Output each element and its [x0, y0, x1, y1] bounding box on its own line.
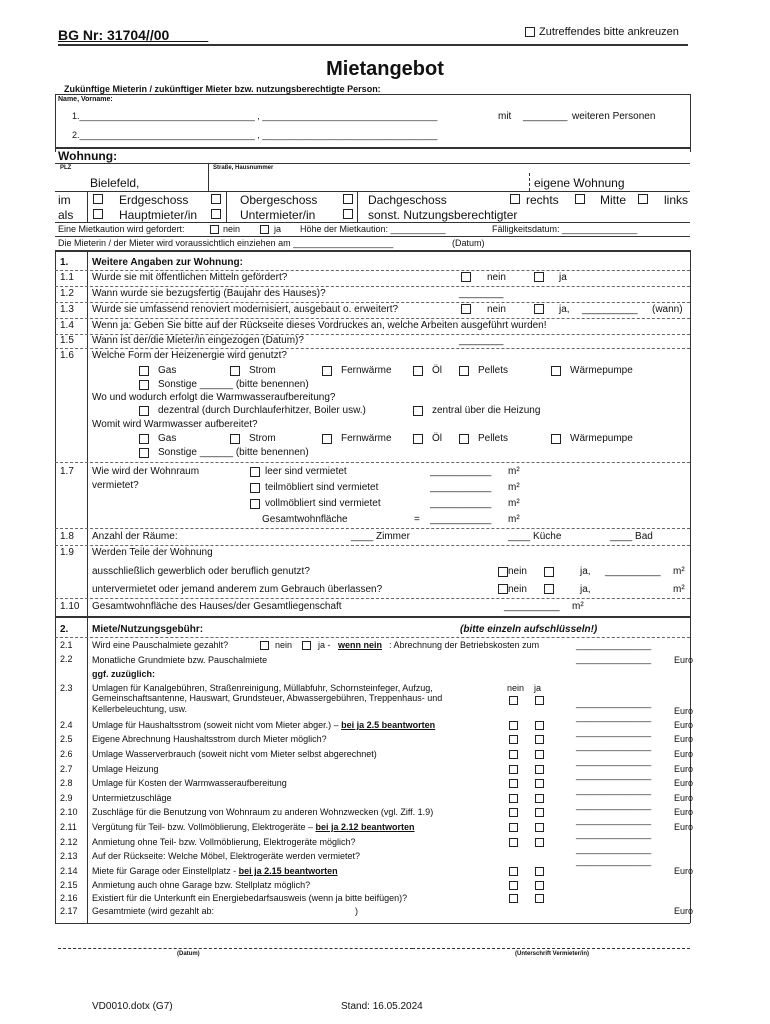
hauptmieter-checkbox[interactable]: [93, 209, 103, 219]
heating-waermepumpe-checkbox[interactable]: [551, 366, 561, 376]
item-yes-checkbox[interactable]: [535, 735, 544, 744]
q13-when-label: (wann): [652, 304, 683, 315]
item-text: Umlage Heizung: [92, 764, 159, 774]
item-text: Anmietung ohne Teil- bzw. Vollmöblierung, Elektrogeräte möglich?: [92, 837, 356, 847]
signature-sign-label: (Unterschrift Vermieter/in): [515, 951, 590, 957]
item-amount-field[interactable]: _______________: [576, 856, 652, 866]
deposit-no-checkbox[interactable]: [210, 225, 219, 234]
q21-yes-label: ja -: [318, 640, 331, 650]
item-euro: Euro: [674, 749, 694, 759]
further-persons-label: weiteren Personen: [572, 111, 656, 122]
hw-pellets-checkbox[interactable]: [459, 434, 469, 444]
q23-euro: Euro: [674, 706, 694, 716]
q11-no-checkbox[interactable]: [461, 272, 471, 282]
item-yes-checkbox[interactable]: [535, 721, 544, 730]
hw-strom-label: Strom: [249, 433, 276, 444]
item-no-checkbox[interactable]: [509, 823, 518, 832]
q19-number: 1.9: [60, 547, 74, 558]
date-signature-line[interactable]: [58, 948, 413, 949]
deposit-label: Eine Mietkaution wird gefordert:: [58, 224, 185, 234]
hw-fernwaerme-checkbox[interactable]: [322, 434, 332, 444]
q15-number: 1.5: [60, 335, 74, 346]
move-in-field[interactable]: Die Mieterin / der Mieter wird voraussichtlich einziehen am ____________________: [58, 238, 394, 248]
item-amount-field[interactable]: _______________: [576, 712, 652, 722]
item-no-checkbox[interactable]: [509, 735, 518, 744]
item-amount-field[interactable]: _______________: [576, 756, 652, 766]
q18-text: Anzahl der Räume:: [92, 531, 178, 542]
item-no-checkbox[interactable]: [509, 794, 518, 803]
q110-area-field[interactable]: __________: [504, 601, 560, 612]
q19-text: Werden Teile der Wohnung: [92, 547, 213, 558]
q11-yes-checkbox[interactable]: [534, 272, 544, 282]
signature-date-label: (Datum): [177, 951, 200, 957]
q23-line-2: Gemeinschaftsantenne, Hauswart, Grundsteuer, Abwassergebühren, Treppenhaus- und: [92, 693, 443, 703]
q19a-yes-checkbox[interactable]: [544, 567, 554, 577]
q19b-text: untervermietet oder jemand anderem zum Gebrauch überlassen?: [92, 584, 383, 595]
hw-oel-checkbox[interactable]: [413, 434, 423, 444]
footer-stand-date: Stand: 16.05.2024: [341, 1001, 423, 1012]
item-number: 2.9: [60, 793, 73, 803]
q19a-area-field[interactable]: __________: [605, 566, 661, 577]
rechts-checkbox[interactable]: [510, 194, 520, 204]
tenant-row-2[interactable]: 2.___________________________________ , ___________________________________: [72, 130, 438, 140]
item-yes-checkbox[interactable]: [535, 881, 544, 890]
item-number: 2.7: [60, 764, 73, 774]
obergeschoss-label: Obergeschoss: [240, 193, 318, 207]
item-amount-field[interactable]: _______________: [576, 727, 652, 737]
q13-no-checkbox[interactable]: [461, 304, 471, 314]
heating-gas-label: Gas: [158, 365, 177, 376]
als-label: als: [58, 208, 74, 222]
q19a-text: ausschließlich gewerblich oder beruflich genutzt?: [92, 566, 310, 577]
landlord-signature-line[interactable]: [412, 948, 690, 949]
total-area-label: Gesamtwohnfläche: [262, 514, 348, 525]
item-text: Gesamtmiete (wird gezahlt ab:: [92, 906, 215, 916]
q19b-no-checkbox[interactable]: [498, 584, 508, 594]
q13-when-field[interactable]: __________: [582, 304, 638, 315]
q17-number: 1.7: [60, 466, 74, 477]
deposit-no-label: nein: [223, 224, 241, 234]
hot-water-question: Wo und wodurch erfolgt die Warmwasseraufbereitung?: [92, 392, 336, 403]
item-number: 2.8: [60, 778, 73, 788]
q22-amount-field[interactable]: _______________: [576, 654, 652, 664]
item-euro: Euro: [674, 807, 694, 817]
q21-no-label: nein: [275, 640, 293, 650]
item-no-checkbox[interactable]: [509, 779, 518, 788]
extra-label: ggf. zuzüglich:: [92, 669, 155, 679]
hw-oel-label: Öl: [432, 433, 442, 444]
item-number: 2.17: [60, 906, 78, 916]
q19b-yes-checkbox[interactable]: [544, 584, 554, 594]
rent-empty-unit: m²: [508, 466, 520, 477]
street-label: Straße, Hausnummer: [213, 165, 274, 171]
total-area-equals: =: [414, 514, 420, 525]
rent-partly-unit: m²: [508, 482, 520, 493]
column-yes-header: ja: [534, 683, 542, 693]
footer-doc-id: VD0010.dotx (G7): [92, 1001, 173, 1012]
q19b-yes-label: ja,: [580, 584, 591, 595]
q16-text: Welche Form der Heizenergie wird genutzt?: [92, 350, 287, 361]
hauptmieter-label: Hauptmieter/in: [119, 208, 198, 222]
heating-strom-checkbox[interactable]: [230, 366, 240, 376]
q17-text-line2: vermietet?: [92, 480, 139, 491]
q22-number: 2.2: [60, 654, 73, 664]
item-no-checkbox[interactable]: [509, 765, 518, 774]
hw-strom-checkbox[interactable]: [230, 434, 240, 444]
item-text: Untermietzuschläge: [92, 793, 172, 803]
item-yes-checkbox[interactable]: [535, 750, 544, 759]
item-amount-field[interactable]: _______________: [576, 741, 652, 751]
mitte-checkbox[interactable]: [575, 194, 585, 204]
q21-if-no: wenn nein: [338, 640, 383, 650]
section-2-number: 2.: [60, 624, 69, 635]
q15-field[interactable]: ________: [459, 335, 504, 346]
q11-no-label: nein: [487, 272, 506, 283]
deposit-yes-checkbox[interactable]: [260, 225, 269, 234]
hw-other-checkbox[interactable]: [139, 448, 149, 458]
dachgeschoss-checkbox[interactable]: [343, 194, 353, 204]
item-amount-field[interactable]: _______________: [576, 785, 652, 795]
item-number: 2.5: [60, 734, 73, 744]
cross-hint-checkbox-icon: [525, 27, 535, 37]
item-number: 2.16: [60, 893, 78, 903]
q110-unit: m²: [572, 601, 584, 612]
links-checkbox[interactable]: [638, 194, 648, 204]
q21-no-checkbox[interactable]: [260, 641, 269, 650]
section-2-title: Miete/Nutzungsgebühr:: [92, 624, 204, 635]
item-number: 2.13: [60, 851, 78, 861]
total-area-field[interactable]: ___________: [430, 514, 492, 525]
q11-text: Wurde sie mit öffentlichen Mitteln gefördert?: [92, 272, 288, 283]
q16-number: 1.6: [60, 350, 74, 361]
item-euro: Euro: [674, 793, 694, 803]
heating-other-field[interactable]: Sonstige ______ (bitte benennen): [158, 379, 309, 390]
heating-strom-label: Strom: [249, 365, 276, 376]
q14-number: 1.4: [60, 320, 74, 331]
rent-partly-furnished-label: teilmöbliert sind vermietet: [265, 482, 379, 493]
sonst-berechtigter-checkbox[interactable]: [343, 209, 353, 219]
hw-central-label: zentral über die Heizung: [432, 405, 541, 416]
q11-number: 1.1: [60, 272, 74, 283]
rent-partly-furnished-checkbox[interactable]: [250, 483, 260, 493]
deposit-amount-field[interactable]: Höhe der Mietkaution: ___________: [300, 224, 446, 234]
tenant-row-1[interactable]: 1.___________________________________ , ___________________________________: [72, 111, 438, 121]
page-title: Mietangebot: [326, 58, 444, 80]
item-number: 2.12: [60, 837, 78, 847]
header-rule: [58, 44, 688, 46]
item-no-checkbox[interactable]: [509, 867, 518, 876]
q12-number: 1.2: [60, 288, 74, 299]
q13-no-label: nein: [487, 304, 506, 315]
dachgeschoss-label: Dachgeschoss: [368, 193, 447, 207]
q19a-no-label: nein: [508, 566, 527, 577]
move-in-date-label: (Datum): [452, 238, 485, 248]
item-number: 2.4: [60, 720, 73, 730]
own-flat-label: eigene Wohnung: [534, 176, 625, 190]
q22-text: Monatliche Grundmiete bzw. Pauschalmiete: [92, 655, 268, 665]
heating-pellets-label: Pellets: [478, 365, 509, 376]
rent-empty-checkbox[interactable]: [250, 467, 260, 477]
rent-fully-area-field[interactable]: ___________: [430, 498, 492, 509]
heating-oel-label: Öl: [432, 365, 442, 376]
item-number: 2.11: [60, 822, 77, 832]
rent-fully-furnished-checkbox[interactable]: [250, 499, 260, 509]
tenant-heading: Zukünftige Mieterin / zukünftiger Mieter bzw. nutzungsberechtigte Person:: [64, 84, 381, 94]
item-euro: Euro: [674, 906, 694, 916]
untermieter-checkbox[interactable]: [211, 209, 221, 219]
mitte-label: Mitte: [600, 193, 627, 207]
item-yes-checkbox[interactable]: [535, 779, 544, 788]
close-paren: ): [355, 906, 358, 916]
q19a-yes-label: ja,: [580, 566, 591, 577]
item-text: Umlage Wasserverbrauch (soweit nicht vom Mieter selbst abgerechnet): [92, 749, 377, 759]
q23-number: 2.3: [60, 683, 73, 693]
item-euro: Euro: [674, 778, 694, 788]
q13-yes-checkbox[interactable]: [534, 304, 544, 314]
hw-other-field[interactable]: Sonstige ______ (bitte benennen): [158, 447, 309, 458]
q13-text: Wurde sie umfassend renoviert modernisiert, ausgebaut o. erweitert?: [92, 304, 399, 315]
tenant-name-label: Name, Vorname:: [58, 96, 113, 103]
q14-text: Wenn ja: Geben Sie bitte auf der Rückseite dieses Vordruckes an, welche Arbeiten ausgeführt wurden!: [92, 320, 547, 331]
untermieter-label: Untermieter/in: [240, 208, 316, 222]
q13-yes-label: ja,: [559, 304, 570, 315]
item-text: Umlage für Kosten der Warmwasseraufbereitung: [92, 778, 287, 788]
bath-field[interactable]: ____ Bad: [610, 531, 653, 542]
q21-rest-text: : Abrechnung der Betriebskosten zum: [389, 640, 540, 650]
item-number: 2.6: [60, 749, 73, 759]
wohnung-heading: Wohnung:: [58, 149, 118, 163]
q18-number: 1.8: [60, 531, 74, 542]
item-euro: Euro: [674, 734, 694, 744]
item-yes-checkbox[interactable]: [535, 808, 544, 817]
item-yes-checkbox[interactable]: [535, 765, 544, 774]
links-label: links: [664, 193, 689, 207]
item-no-checkbox[interactable]: [509, 881, 518, 890]
hw-pellets-label: Pellets: [478, 433, 509, 444]
item-euro: Euro: [674, 866, 694, 876]
item-amount-field[interactable]: _______________: [576, 844, 652, 854]
q19b-unit: m²: [673, 584, 685, 595]
q12-field[interactable]: ________: [459, 288, 504, 299]
item-text: Eigene Abrechnung Haushaltsstrom durch Mieter möglich?: [92, 734, 327, 744]
persons-count-field[interactable]: ________: [523, 111, 568, 122]
due-date-field[interactable]: Fälligkeitsdatum: _______________: [492, 224, 638, 234]
item-yes-checkbox[interactable]: [535, 894, 544, 903]
item-amount-field[interactable]: _______________: [576, 815, 652, 825]
with-label: mit: [498, 111, 512, 122]
item-euro: Euro: [674, 764, 694, 774]
section-1-title: Weitere Angaben zur Wohnung:: [92, 257, 243, 268]
rechts-label: rechts: [526, 193, 559, 207]
item-number: 2.10: [60, 807, 78, 817]
q19a-no-checkbox[interactable]: [498, 567, 508, 577]
section-2-note: (bitte einzeln aufschlüsseln!): [460, 624, 598, 635]
item-text: Zuschläge für die Benutzung von Wohnraum zu anderen Wohnzwecken (vgl. Ziff. 1.9): [92, 807, 434, 817]
erdgeschoss-label: Erdgeschoss: [119, 193, 189, 207]
q19b-no-label: nein: [508, 584, 527, 595]
column-no-header: nein: [507, 683, 525, 693]
hw-central-checkbox[interactable]: [413, 406, 423, 416]
rent-fully-unit: m²: [508, 498, 520, 509]
q22-euro: Euro: [674, 655, 694, 665]
q110-number: 1.10: [60, 601, 80, 612]
plz-label: PLZ: [60, 165, 72, 171]
item-no-checkbox[interactable]: [509, 808, 518, 817]
total-area-unit: m²: [508, 514, 520, 525]
hot-water-energy-question: Womit wird Warmwasser aufbereitet?: [92, 419, 258, 430]
item-amount-field[interactable]: _______________: [576, 770, 652, 780]
hw-waermepumpe-label: Wärmepumpe: [570, 433, 633, 444]
deposit-yes-label: ja: [274, 224, 282, 234]
cross-hint: Zutreffendes bitte ankreuzen: [539, 26, 679, 38]
item-amount-field[interactable]: _______________: [576, 800, 652, 810]
q23-amount-field[interactable]: _______________: [576, 698, 652, 708]
item-amount-field[interactable]: _______________: [576, 829, 652, 839]
q21-text: Wird eine Pauschalmiete gezahlt?: [92, 640, 229, 650]
q21-date-field[interactable]: _______________: [576, 640, 652, 650]
item-text: Umlage für Haushaltsstrom (soweit nicht vom Mieter abger.) – bei ja 2.5 beantworten: [92, 720, 436, 730]
rent-empty-label: leer sind vermietet: [265, 466, 347, 477]
hw-decentral-label: dezentral (durch Durchlauferhitzer, Boiler usw.): [158, 405, 366, 416]
hw-decentral-checkbox[interactable]: [139, 406, 149, 416]
q19a-unit: m²: [673, 566, 685, 577]
item-no-checkbox[interactable]: [509, 838, 518, 847]
q23-yes-checkbox[interactable]: [535, 696, 544, 705]
erdgeschoss-checkbox[interactable]: [93, 194, 103, 204]
heating-other-checkbox[interactable]: [139, 380, 149, 390]
item-euro: Euro: [674, 720, 694, 730]
item-yes-checkbox[interactable]: [535, 867, 544, 876]
q21-yes-checkbox[interactable]: [302, 641, 311, 650]
q12-text: Wann wurde sie bezugsfertig (Baujahr des Hauses)?: [92, 288, 326, 299]
item-number: 2.14: [60, 866, 78, 876]
bg-number: BG Nr: 31704//00_____: [58, 27, 209, 43]
q110-text: Gesamtwohnfläche des Hauses/der Gesamtliegenschaft: [92, 601, 342, 612]
item-text: Miete für Garage oder Einstellplatz - bei ja 2.15 beantworten: [92, 866, 338, 876]
hw-waermepumpe-checkbox[interactable]: [551, 434, 561, 444]
heating-fernwaerme-label: Fernwärme: [341, 365, 392, 376]
item-text: Auf der Rückseite: Welche Möbel, Elektrogeräte werden vermietet?: [92, 851, 360, 861]
hw-gas-label: Gas: [158, 433, 177, 444]
item-no-checkbox[interactable]: [509, 894, 518, 903]
item-text: Existiert für die Unterkunft ein Energiebedarfsausweis (wenn ja bitte beifügen)?: [92, 893, 408, 903]
item-yes-checkbox[interactable]: [535, 823, 544, 832]
item-euro: Euro: [674, 822, 694, 832]
item-text: Anmietung auch ohne Garage bzw. Stellplatz möglich?: [92, 880, 311, 890]
heating-oel-checkbox[interactable]: [413, 366, 423, 376]
obergeschoss-checkbox[interactable]: [211, 194, 221, 204]
item-no-checkbox[interactable]: [509, 721, 518, 730]
item-yes-checkbox[interactable]: [535, 838, 544, 847]
q15-text: Wann ist der/die Mieter/in eingezogen (Datum)?: [92, 335, 304, 346]
q11-yes-label: ja: [559, 272, 567, 283]
item-text: Vergütung für Teil- bzw. Vollmöblierung, Elektrogeräte – bei ja 2.12 beantworten: [92, 822, 415, 832]
item-yes-checkbox[interactable]: [535, 794, 544, 803]
q21-number: 2.1: [60, 640, 73, 650]
q23-line-3: Kellerbeleuchtung, usw.: [92, 704, 188, 714]
rent-partly-area-field[interactable]: ___________: [430, 482, 492, 493]
rooms-field[interactable]: ____ Zimmer: [351, 531, 410, 542]
item-number: 2.15: [60, 880, 78, 890]
heating-gas-checkbox[interactable]: [139, 366, 149, 376]
rent-fully-furnished-label: vollmöbliert sind vermietet: [265, 498, 381, 509]
city-field[interactable]: Bielefeld,: [90, 176, 140, 190]
im-label: im: [58, 193, 71, 207]
hw-fernwaerme-label: Fernwärme: [341, 433, 392, 444]
q23-line-1: Umlagen für Kanalgebühren, Straßenreinigung, Müllabfuhr, Schornsteinfeger, Aufzug,: [92, 683, 433, 693]
item-no-checkbox[interactable]: [509, 750, 518, 759]
q23-no-checkbox[interactable]: [509, 696, 518, 705]
section-1-number: 1.: [60, 257, 69, 268]
q13-number: 1.3: [60, 304, 74, 315]
rent-empty-area-field[interactable]: ___________: [430, 466, 492, 477]
heating-waermepumpe-label: Wärmepumpe: [570, 365, 633, 376]
sonst-berechtigter-label: sonst. Nutzungsberechtigter: [368, 208, 518, 222]
q17-text-line1: Wie wird der Wohnraum: [92, 466, 200, 477]
heating-fernwaerme-checkbox[interactable]: [322, 366, 332, 376]
heating-pellets-checkbox[interactable]: [459, 366, 469, 376]
hw-gas-checkbox[interactable]: [139, 434, 149, 444]
kitchen-field[interactable]: ____ Küche: [508, 531, 562, 542]
